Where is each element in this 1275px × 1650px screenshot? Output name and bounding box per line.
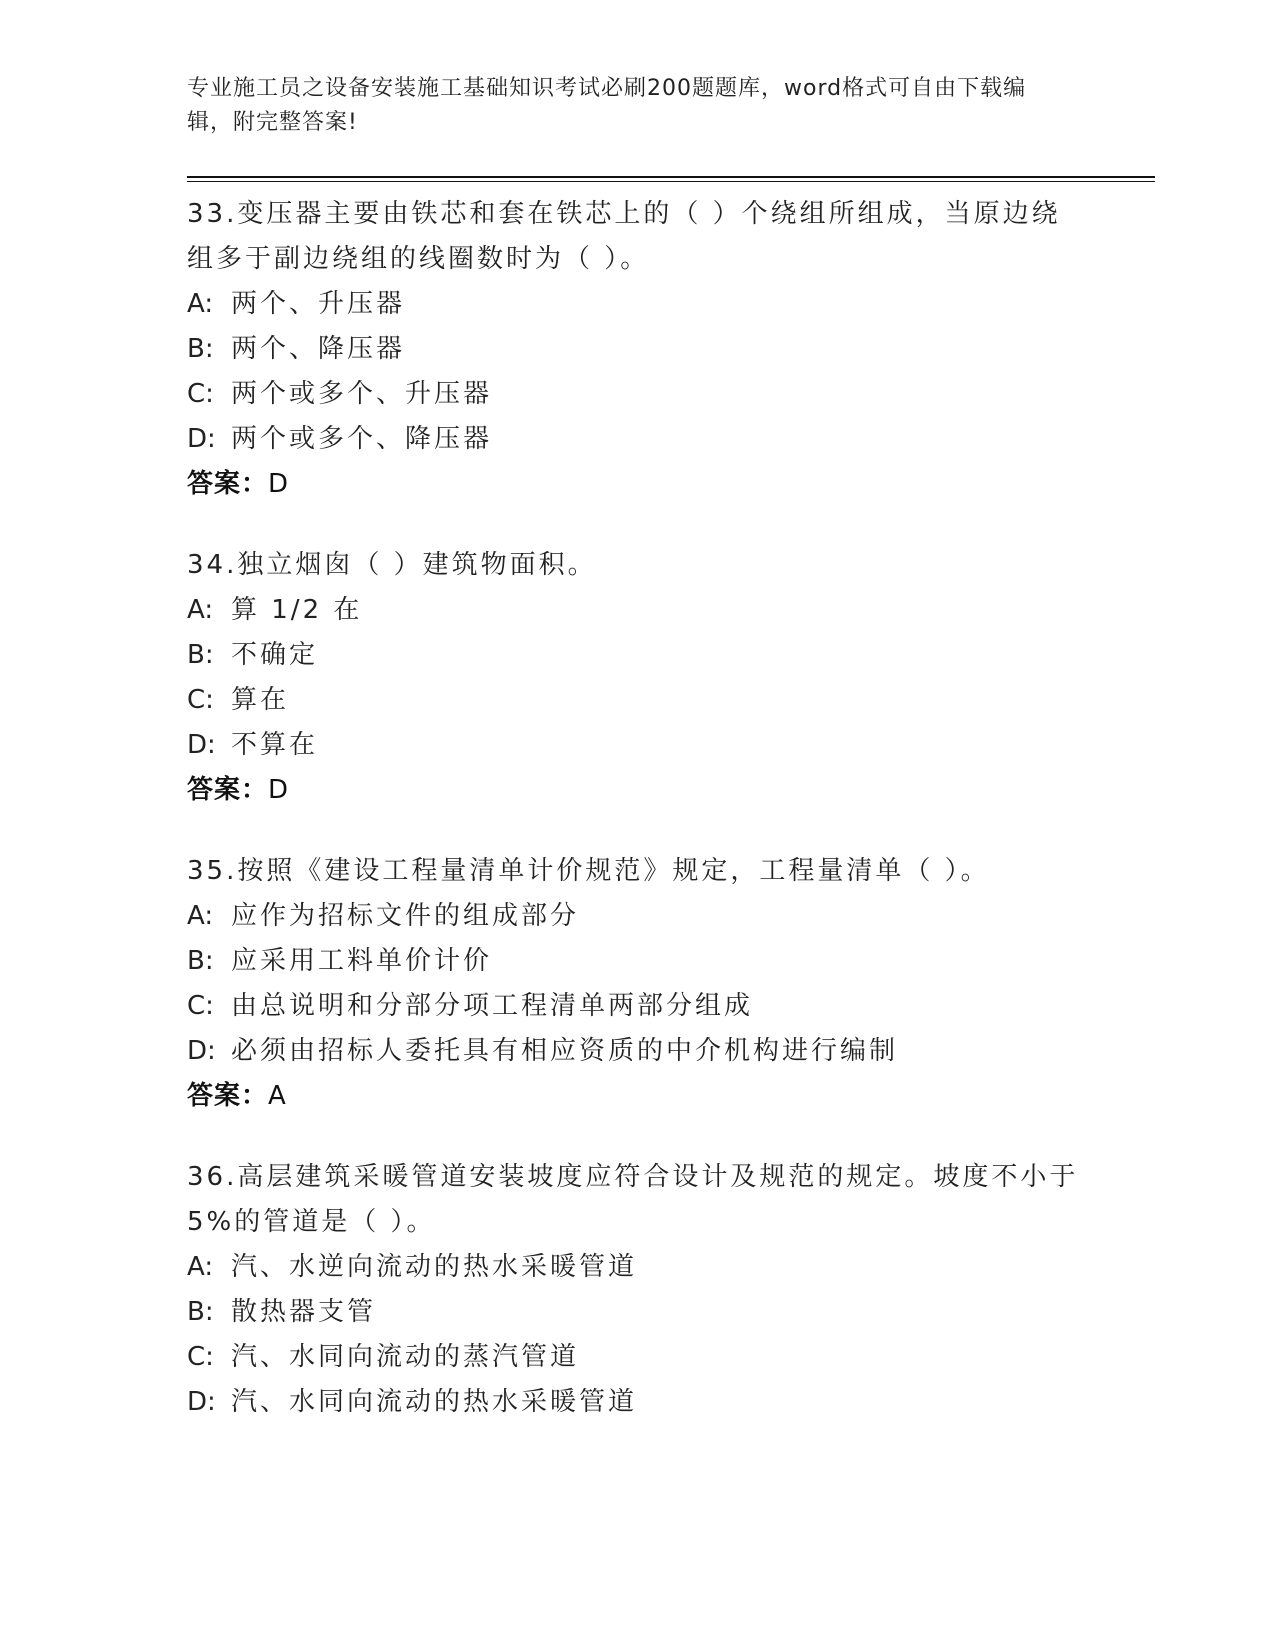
question-text: 34.独立烟囱（ ）建筑物面积。 <box>187 550 597 580</box>
question-text: 36.高层建筑采暖管道安装坡度应符合设计及规范的规定。坡度不小于5%的管道是（ ）。 <box>187 1162 1079 1237</box>
question-34 <box>187 543 1087 813</box>
option-text: 汽、水同向流动的热水采暖管道 <box>231 1387 638 1417</box>
answer-label: 答案： <box>187 775 269 805</box>
option-letter: C: <box>187 379 214 409</box>
question-list <box>187 192 1087 1461</box>
option-text: 由总说明和分部分项工程清单两部分组成 <box>231 991 754 1021</box>
option-d <box>187 1029 1087 1074</box>
option-letter: D: <box>187 730 216 760</box>
option-text: 两个或多个、降压器 <box>231 424 493 454</box>
option-letter: D: <box>187 1387 216 1417</box>
option-letter: A: <box>187 289 214 319</box>
option-b <box>187 633 1087 678</box>
option-d <box>187 417 1087 462</box>
option-letter: C: <box>187 991 214 1021</box>
option-a <box>187 894 1087 939</box>
question-36 <box>187 1155 1087 1425</box>
answer-line <box>187 1074 1087 1119</box>
question-text: 33.变压器主要由铁芯和套在铁芯上的（ ）个绕组所组成，当原边绕组多于副边绕组的线圈数时为（ ）。 <box>187 199 1061 274</box>
option-text: 算 1/2 在 <box>231 595 363 625</box>
option-letter: D: <box>187 424 216 454</box>
answer-label: 答案： <box>187 1081 269 1111</box>
question-text: 35.按照《建设工程量清单计价规范》规定，工程量清单（ ）。 <box>187 856 990 886</box>
option-text: 两个或多个、升压器 <box>231 379 493 409</box>
option-a <box>187 1245 1087 1290</box>
option-text: 两个、升压器 <box>231 289 406 319</box>
option-letter: C: <box>187 685 214 715</box>
document-header: 专业施工员之设备安装施工基础知识考试必刷200题题库，word格式可自由下载编辑，附完整答案! <box>187 76 1027 135</box>
option-letter: C: <box>187 1342 214 1372</box>
option-letter: A: <box>187 595 214 625</box>
answer-value: D <box>268 469 290 499</box>
option-d <box>187 723 1087 768</box>
answer-value: D <box>268 775 290 805</box>
option-letter: D: <box>187 1036 216 1066</box>
option-c <box>187 1335 1087 1380</box>
option-text: 应采用工料单价计价 <box>231 946 493 976</box>
option-text: 两个、降压器 <box>231 334 406 364</box>
option-a <box>187 282 1087 327</box>
option-a <box>187 588 1087 633</box>
question-35 <box>187 849 1087 1119</box>
option-letter: B: <box>187 640 214 670</box>
option-text: 不确定 <box>231 640 319 670</box>
option-b <box>187 1290 1087 1335</box>
option-letter: A: <box>187 901 214 931</box>
question-33 <box>187 192 1087 507</box>
option-letter: B: <box>187 334 214 364</box>
option-text: 汽、水同向流动的蒸汽管道 <box>231 1342 580 1372</box>
answer-value: A <box>268 1081 287 1111</box>
option-text: 散热器支管 <box>231 1297 377 1327</box>
header-divider-thin <box>187 181 1155 182</box>
option-c <box>187 372 1087 417</box>
option-b <box>187 939 1087 984</box>
option-text: 应作为招标文件的组成部分 <box>231 901 580 931</box>
option-d <box>187 1380 1087 1425</box>
option-text: 汽、水逆向流动的热水采暖管道 <box>231 1252 638 1282</box>
answer-label: 答案： <box>187 469 269 499</box>
option-c <box>187 984 1087 1029</box>
option-text: 算在 <box>231 685 290 715</box>
option-letter: B: <box>187 946 214 976</box>
header-divider-thick <box>187 176 1155 178</box>
option-b <box>187 327 1087 372</box>
option-c <box>187 678 1087 723</box>
option-text: 不算在 <box>231 730 319 760</box>
answer-line <box>187 462 1087 507</box>
answer-line <box>187 768 1087 813</box>
option-letter: B: <box>187 1297 214 1327</box>
option-text: 必须由招标人委托具有相应资质的中介机构进行编制 <box>231 1036 899 1066</box>
option-letter: A: <box>187 1252 214 1282</box>
